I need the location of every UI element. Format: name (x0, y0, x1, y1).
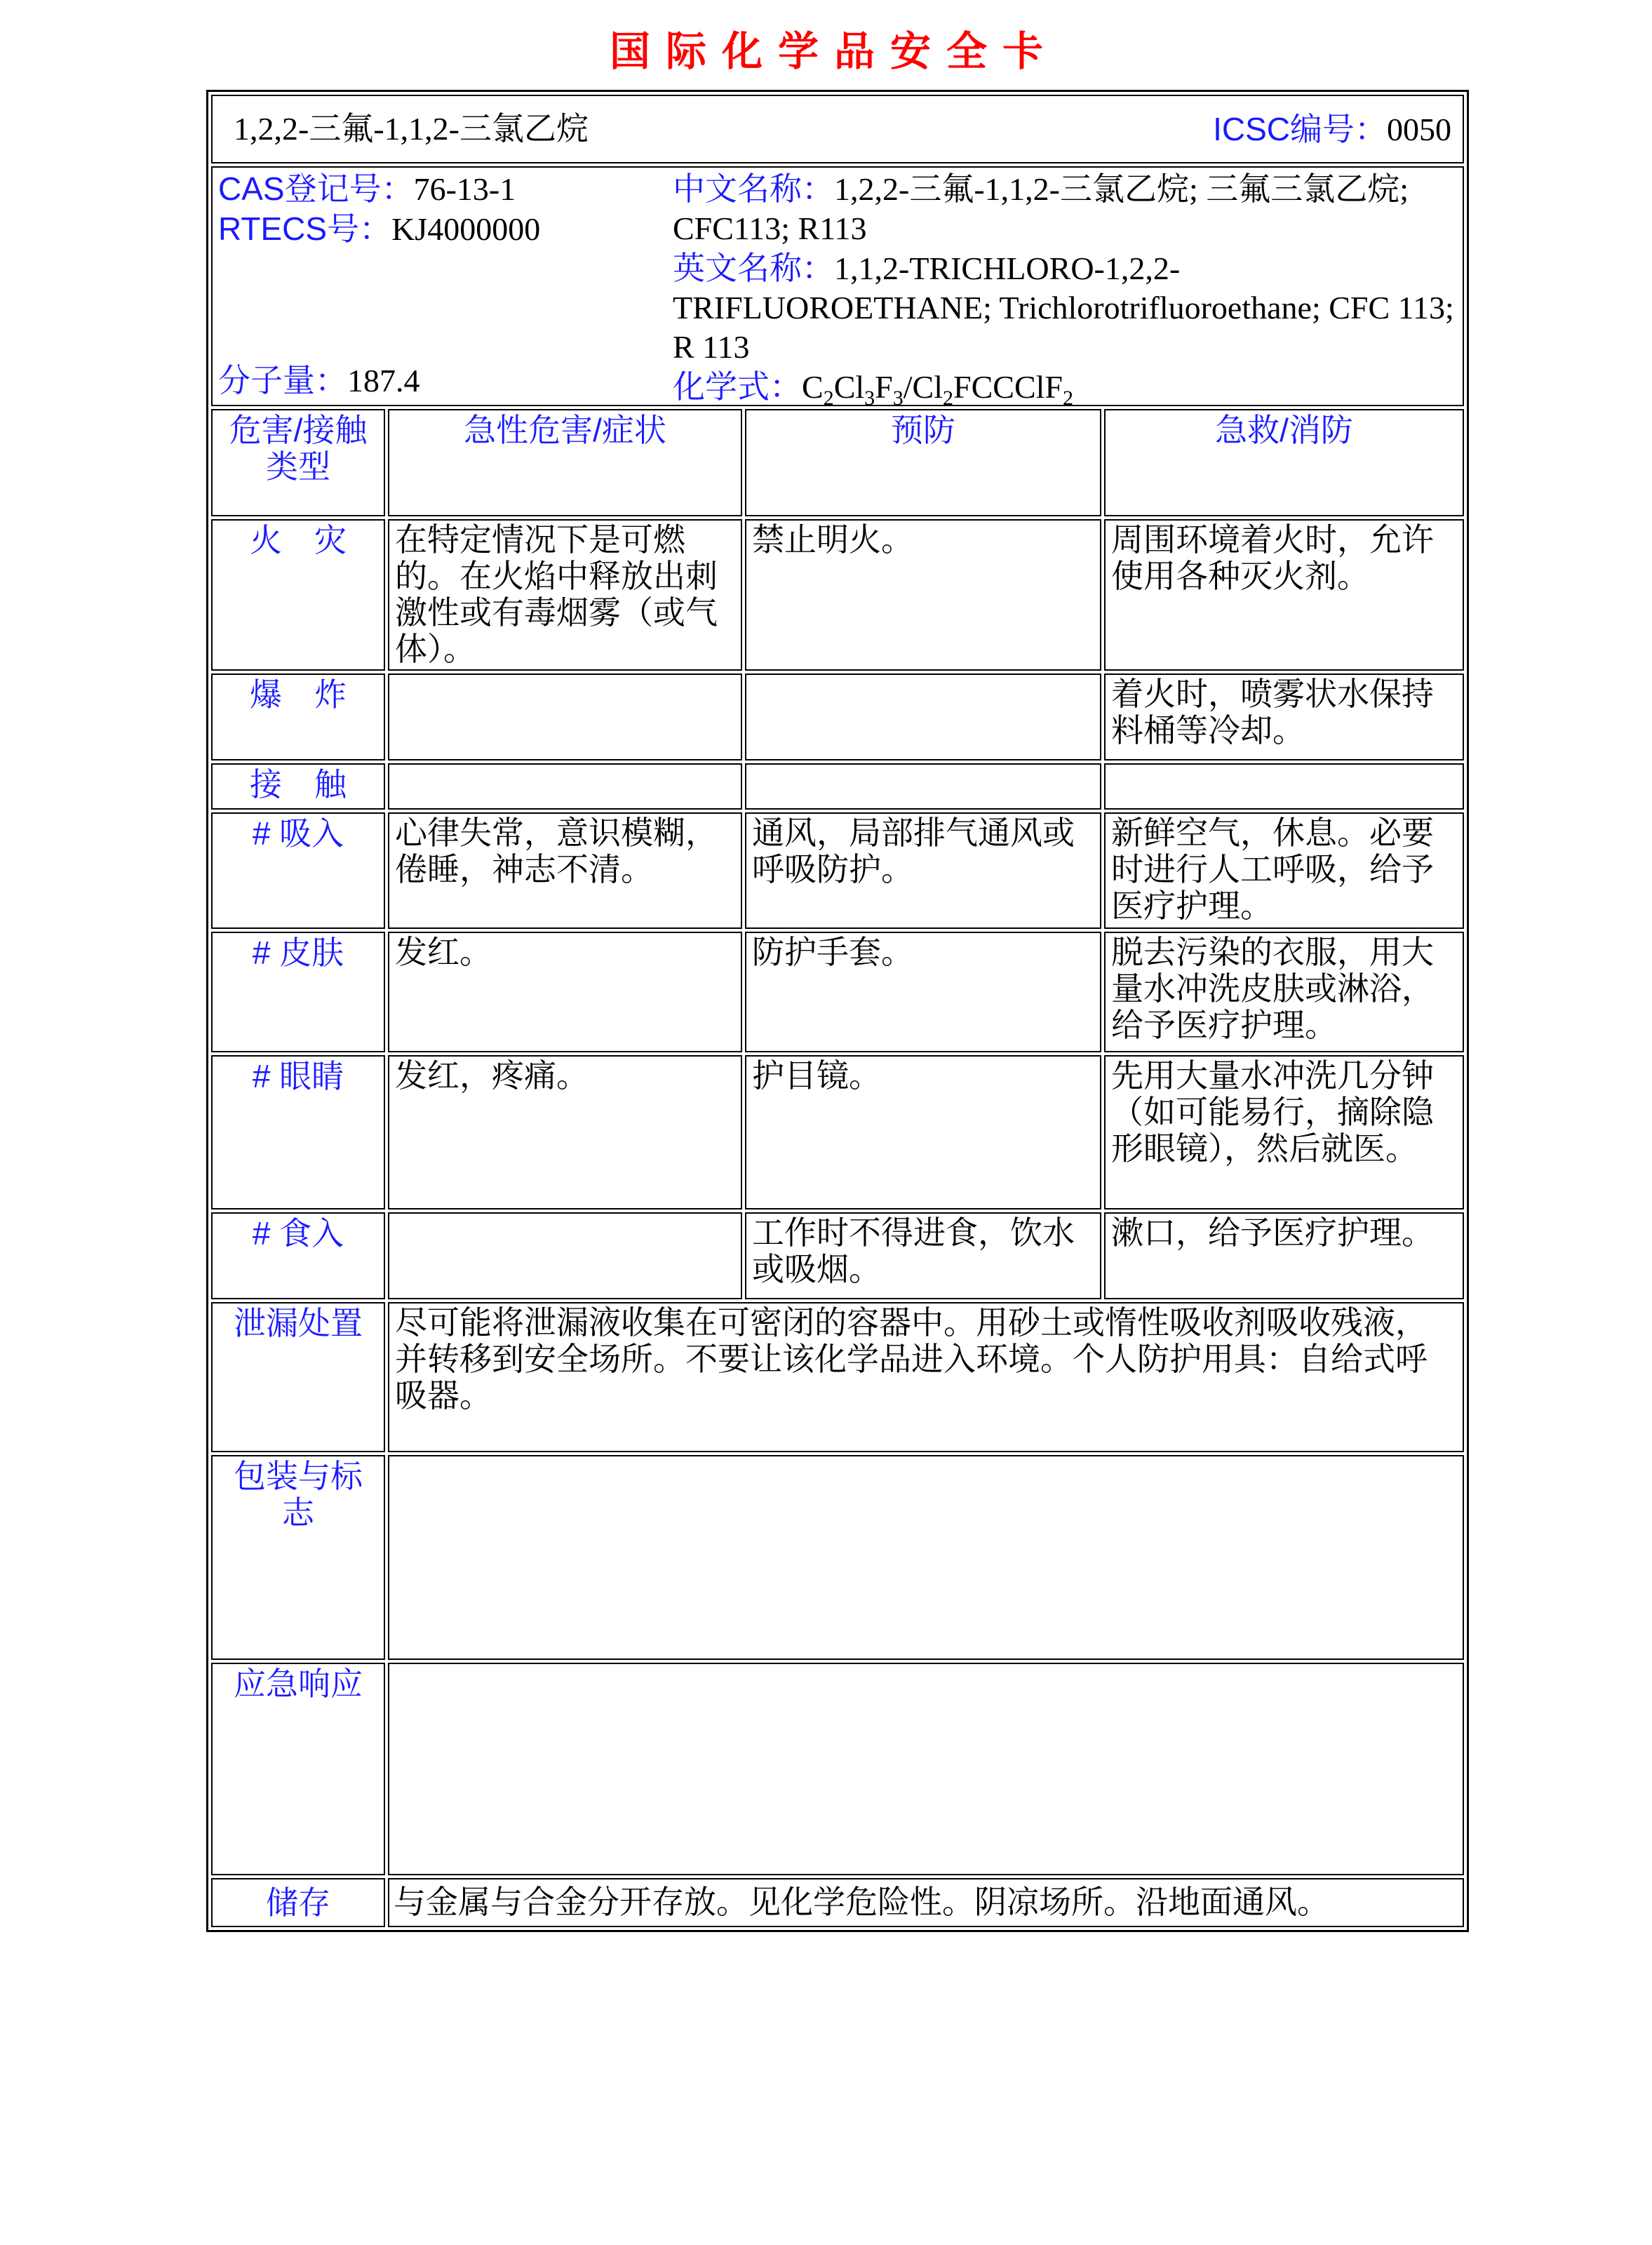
cas-number-line (218, 169, 673, 209)
ingestion-label: # 食入 (211, 1212, 385, 1299)
inhalation-row (211, 812, 1464, 929)
chinese-name-label: 中文名称： (673, 170, 834, 207)
fire-row (211, 519, 1464, 671)
cas-value: 76-13-1 (413, 171, 516, 207)
contact-label: 接 触 (211, 763, 385, 810)
fire-label: 火 灾 (211, 519, 385, 671)
icsc-card-table (206, 90, 1469, 1932)
rtecs-number-line (218, 209, 673, 249)
chemical-name: 1,2,2-三氟-1,1,2-三氯乙烷 (234, 111, 589, 147)
fire-symptoms: 在特定情况下是可燃的。在火焰中释放出刺激性或有毒烟雾（或气体）。 (388, 519, 742, 671)
english-name-line (673, 248, 1457, 367)
header-hazard-exposure-type: 危害/接触类型 (211, 409, 385, 516)
ingestion-first-aid: 漱口，给予医疗护理。 (1104, 1212, 1464, 1299)
molecular-weight-line (218, 361, 673, 401)
skin-prevention: 防护手套。 (745, 932, 1101, 1052)
explosion-row (211, 674, 1464, 760)
skin-first-aid: 脱去污染的衣服，用大量水冲洗皮肤或淋浴，给予医疗护理。 (1104, 932, 1464, 1052)
header-prevention: 预防 (745, 409, 1101, 516)
ingestion-prevention: 工作时不得进食，饮水或吸烟。 (745, 1212, 1101, 1299)
identification-right-column (673, 169, 1457, 406)
name-row-cell (211, 95, 1464, 163)
storage-label: 储存 (211, 1878, 385, 1927)
icsc-number: 0050 (1387, 111, 1451, 147)
page-title: 国际化学品安全卡 (609, 27, 1059, 75)
english-name-label: 英文名称： (673, 250, 834, 286)
packaging-labelling-row (211, 1455, 1464, 1660)
ingestion-row (211, 1212, 1464, 1299)
emergency-response-row (211, 1663, 1464, 1875)
contact-symptoms (388, 763, 742, 810)
chinese-name-value: 1,2,2-三氟-1,1,2-三氯乙烷; 三氟三氯乙烷; CFC113; R113 (673, 171, 1409, 246)
explosion-label: 爆 炸 (211, 674, 385, 760)
emergency-response-content (388, 1663, 1464, 1875)
hazard-table-header-row (211, 409, 1464, 516)
chemical-formula-value: $C_2Cl_3F_3/Cl_2FCCClF_2$ (802, 369, 1073, 406)
chemical-formula-line (673, 367, 1457, 406)
explosion-symptoms (388, 674, 742, 760)
explosion-first-aid: 着火时，喷雾状水保持料桶等冷却。 (1104, 674, 1464, 760)
skin-symptoms: 发红。 (388, 932, 742, 1052)
skin-label: # 皮肤 (211, 932, 385, 1052)
explosion-prevention (745, 674, 1101, 760)
eyes-label: # 眼睛 (211, 1055, 385, 1209)
spillage-disposal-row (211, 1302, 1464, 1452)
identification-cell (211, 166, 1464, 406)
header-first-aid-fire-fighting: 急救/消防 (1104, 409, 1464, 516)
identification-left-column (218, 169, 673, 401)
contact-prevention (745, 763, 1101, 810)
emergency-response-label: 应急响应 (211, 1663, 385, 1875)
inhalation-symptoms: 心律失常，意识模糊，倦睡，神志不清。 (388, 812, 742, 929)
eyes-first-aid: 先用大量水冲洗几分钟（如可能易行，摘除隐形眼镜），然后就医。 (1104, 1055, 1464, 1209)
storage-content: 与金属与合金分开存放。见化学危险性。阴凉场所。沿地面通风。 (388, 1878, 1464, 1927)
inhalation-first-aid: 新鲜空气，休息。必要时进行人工呼吸，给予医疗护理。 (1104, 812, 1464, 929)
spillage-disposal-label: 泄漏处置 (211, 1302, 385, 1452)
icsc-label: ICSC编号： (1213, 110, 1387, 147)
packaging-labelling-content (388, 1455, 1464, 1660)
ingestion-symptoms (388, 1212, 742, 1299)
chemical-formula-label: 化学式： (673, 368, 802, 405)
eyes-row (211, 1055, 1464, 1209)
rtecs-value: KJ4000000 (391, 211, 541, 247)
molecular-weight-label: 分子量： (218, 362, 347, 398)
rtecs-label: RTECS号： (218, 210, 392, 247)
icsc-number-box (1213, 111, 1457, 148)
molecular-weight-value: 187.4 (347, 363, 420, 398)
contact-row (211, 763, 1464, 810)
contact-first-aid (1104, 763, 1464, 810)
chinese-name-line (673, 169, 1457, 248)
english-name-value: 1,1,2-TRICHLORO-1,2,2-TRIFLUOROETHANE; Trichlorotrifluoroethane; CFC 113; R 113 (673, 250, 1454, 365)
inhalation-label: # 吸入 (211, 812, 385, 929)
identification-row (211, 166, 1464, 406)
header-acute-hazards-symptoms: 急性危害/症状 (388, 409, 742, 516)
fire-prevention: 禁止明火。 (745, 519, 1101, 671)
storage-row (211, 1878, 1464, 1927)
skin-row (211, 932, 1464, 1052)
eyes-prevention: 护目镜。 (745, 1055, 1101, 1209)
inhalation-prevention: 通风，局部排气通风或呼吸防护。 (745, 812, 1101, 929)
packaging-labelling-label: 包装与标志 (211, 1455, 385, 1660)
fire-first-aid: 周围环境着火时，允许使用各种灭火剂。 (1104, 519, 1464, 671)
eyes-symptoms: 发红，疼痛。 (388, 1055, 742, 1209)
name-row (211, 95, 1464, 163)
spillage-disposal-content: 尽可能将泄漏液收集在可密闭的容器中。用砂土或惰性吸收剂吸收残液，并转移到安全场所。不要让该化学品进入环境。个人防护用具：自给式呼吸器。 (388, 1302, 1464, 1452)
cas-label: CAS登记号： (218, 170, 414, 207)
